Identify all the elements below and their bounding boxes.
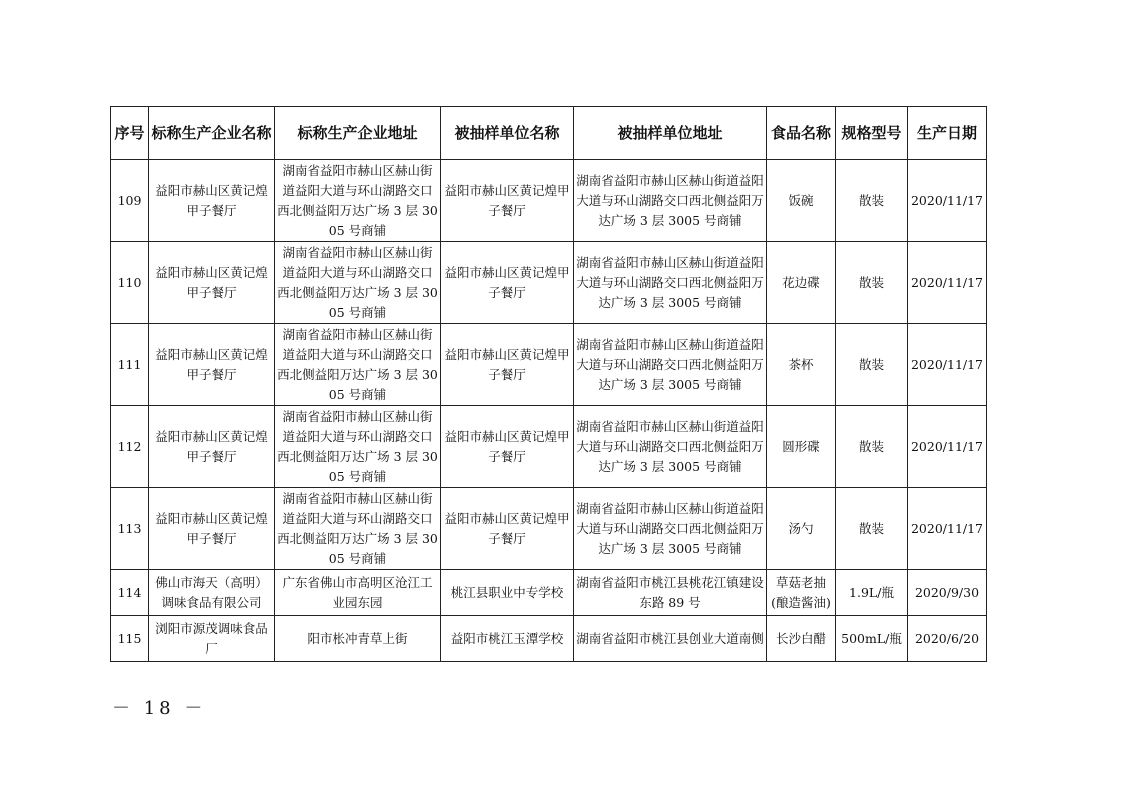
header-spec: 规格型号 bbox=[836, 107, 908, 160]
cell-sampled-unit: 益阳市桃江玉潭学校 bbox=[441, 616, 574, 662]
header-sampled-address: 被抽样单位地址 bbox=[574, 107, 767, 160]
cell-producer-address: 阳市枨冲青草上街 bbox=[275, 616, 441, 662]
cell-sampled-unit: 益阳市赫山区黄记煌甲子餐厅 bbox=[441, 488, 574, 570]
cell-producer: 益阳市赫山区黄记煌甲子餐厅 bbox=[149, 488, 275, 570]
cell-sampled-address: 湖南省益阳市赫山区赫山街道益阳大道与环山湖路交口西北侧益阳万达广场 3 层 3005 号商铺 bbox=[574, 406, 767, 488]
cell-spec: 500mL/瓶 bbox=[836, 616, 908, 662]
cell-production-date: 2020/11/17 bbox=[908, 160, 987, 242]
table-row bbox=[111, 570, 987, 616]
cell-sampled-unit: 益阳市赫山区黄记煌甲子餐厅 bbox=[441, 242, 574, 324]
cell-sampled-address: 湖南省益阳市赫山区赫山街道益阳大道与环山湖路交口西北侧益阳万达广场 3 层 3005 号商铺 bbox=[574, 488, 767, 570]
header-food-name: 食品名称 bbox=[767, 107, 836, 160]
cell-production-date: 2020/11/17 bbox=[908, 324, 987, 406]
cell-seq: 111 bbox=[111, 324, 149, 406]
cell-production-date: 2020/11/17 bbox=[908, 488, 987, 570]
header-producer: 标称生产企业名称 bbox=[149, 107, 275, 160]
cell-producer-address: 湖南省益阳市赫山区赫山街道益阳大道与环山湖路交口西北侧益阳万达广场 3 层 3005 号商铺 bbox=[275, 160, 441, 242]
cell-spec: 散装 bbox=[836, 160, 908, 242]
cell-seq: 115 bbox=[111, 616, 149, 662]
cell-sampled-unit: 桃江县职业中专学校 bbox=[441, 570, 574, 616]
table-row bbox=[111, 406, 987, 488]
cell-food-name: 茶杯 bbox=[767, 324, 836, 406]
cell-seq: 109 bbox=[111, 160, 149, 242]
cell-sampled-address: 湖南省益阳市赫山区赫山街道益阳大道与环山湖路交口西北侧益阳万达广场 3 层 3005 号商铺 bbox=[574, 324, 767, 406]
header-production-date: 生产日期 bbox=[908, 107, 987, 160]
table-row bbox=[111, 616, 987, 662]
cell-spec: 散装 bbox=[836, 324, 908, 406]
cell-spec: 散装 bbox=[836, 406, 908, 488]
cell-sampled-unit: 益阳市赫山区黄记煌甲子餐厅 bbox=[441, 324, 574, 406]
cell-seq: 112 bbox=[111, 406, 149, 488]
cell-sampled-unit: 益阳市赫山区黄记煌甲子餐厅 bbox=[441, 160, 574, 242]
cell-producer-address: 湖南省益阳市赫山区赫山街道益阳大道与环山湖路交口西北侧益阳万达广场 3 层 3005 号商铺 bbox=[275, 242, 441, 324]
page-number: － 18 － bbox=[112, 698, 207, 719]
cell-production-date: 2020/6/20 bbox=[908, 616, 987, 662]
cell-seq: 110 bbox=[111, 242, 149, 324]
header-producer-address: 标称生产企业地址 bbox=[275, 107, 441, 160]
cell-spec: 1.9L/瓶 bbox=[836, 570, 908, 616]
cell-food-name: 饭碗 bbox=[767, 160, 836, 242]
cell-spec: 散装 bbox=[836, 488, 908, 570]
cell-sampled-address: 湖南省益阳市赫山区赫山街道益阳大道与环山湖路交口西北侧益阳万达广场 3 层 3005 号商铺 bbox=[574, 242, 767, 324]
table-row bbox=[111, 488, 987, 570]
cell-producer-address: 湖南省益阳市赫山区赫山街道益阳大道与环山湖路交口西北侧益阳万达广场 3 层 3005 号商铺 bbox=[275, 406, 441, 488]
cell-spec: 散装 bbox=[836, 242, 908, 324]
cell-producer: 佛山市海天（高明）调味食品有限公司 bbox=[149, 570, 275, 616]
cell-producer-address: 湖南省益阳市赫山区赫山街道益阳大道与环山湖路交口西北侧益阳万达广场 3 层 3005 号商铺 bbox=[275, 324, 441, 406]
cell-production-date: 2020/11/17 bbox=[908, 406, 987, 488]
header-sampled-unit: 被抽样单位名称 bbox=[441, 107, 574, 160]
cell-producer-address: 广东省佛山市高明区沧江工业园东园 bbox=[275, 570, 441, 616]
cell-sampled-address: 湖南省益阳市赫山区赫山街道益阳大道与环山湖路交口西北侧益阳万达广场 3 层 3005 号商铺 bbox=[574, 160, 767, 242]
table-row bbox=[111, 242, 987, 324]
cell-producer: 益阳市赫山区黄记煌甲子餐厅 bbox=[149, 160, 275, 242]
cell-seq: 114 bbox=[111, 570, 149, 616]
cell-producer: 浏阳市源茂调味食品厂 bbox=[149, 616, 275, 662]
cell-food-name: 汤勺 bbox=[767, 488, 836, 570]
cell-production-date: 2020/9/30 bbox=[908, 570, 987, 616]
cell-producer-address: 湖南省益阳市赫山区赫山街道益阳大道与环山湖路交口西北侧益阳万达广场 3 层 3005 号商铺 bbox=[275, 488, 441, 570]
cell-food-name: 草菇老抽(酿造酱油) bbox=[767, 570, 836, 616]
table-row bbox=[111, 324, 987, 406]
cell-producer: 益阳市赫山区黄记煌甲子餐厅 bbox=[149, 242, 275, 324]
cell-seq: 113 bbox=[111, 488, 149, 570]
cell-food-name: 长沙白醋 bbox=[767, 616, 836, 662]
cell-producer: 益阳市赫山区黄记煌甲子餐厅 bbox=[149, 324, 275, 406]
cell-production-date: 2020/11/17 bbox=[908, 242, 987, 324]
cell-sampled-address: 湖南省益阳市桃江县桃花江镇建设东路 89 号 bbox=[574, 570, 767, 616]
cell-producer: 益阳市赫山区黄记煌甲子餐厅 bbox=[149, 406, 275, 488]
cell-sampled-unit: 益阳市赫山区黄记煌甲子餐厅 bbox=[441, 406, 574, 488]
table-row bbox=[111, 160, 987, 242]
header-seq: 序号 bbox=[111, 107, 149, 160]
cell-sampled-address: 湖南省益阳市桃江县创业大道南侧 bbox=[574, 616, 767, 662]
header-row bbox=[111, 107, 987, 160]
cell-food-name: 圆形碟 bbox=[767, 406, 836, 488]
inspection-table bbox=[110, 106, 987, 662]
cell-food-name: 花边碟 bbox=[767, 242, 836, 324]
